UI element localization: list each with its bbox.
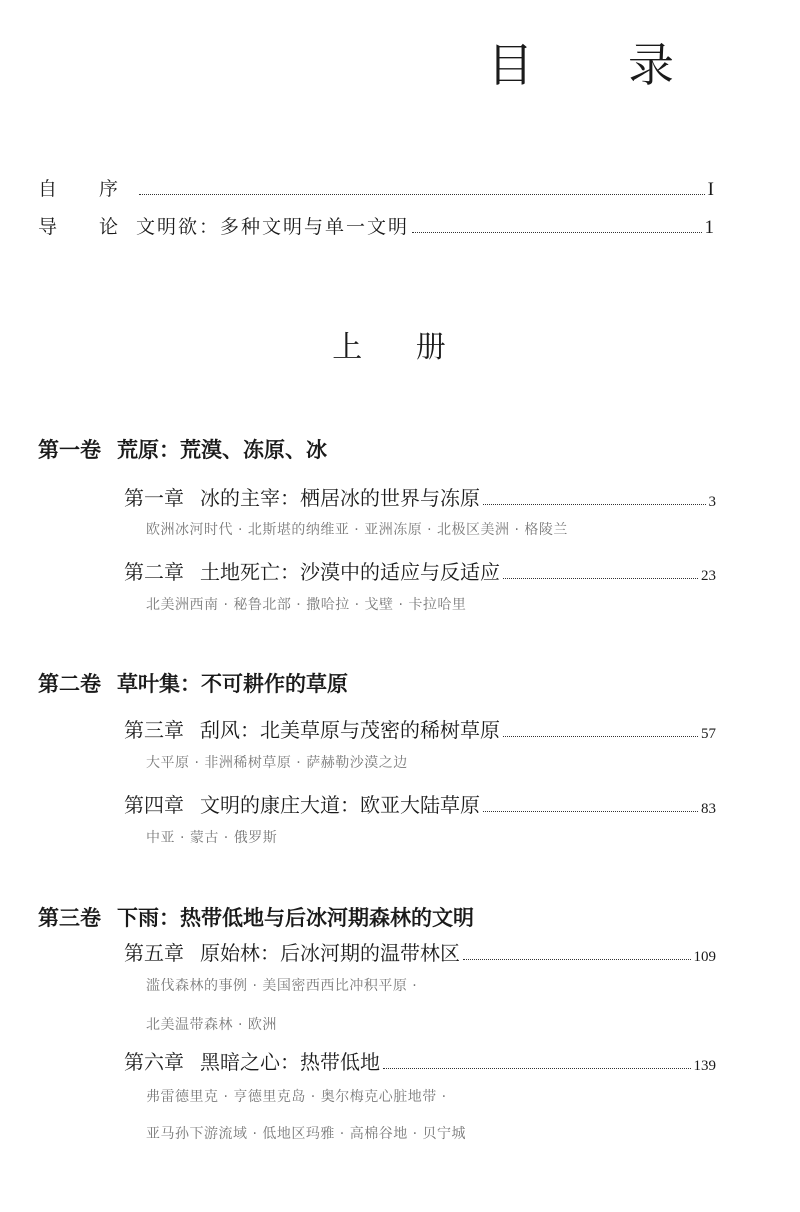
chapter-label: 第一章 <box>124 486 184 510</box>
page-number: 23 <box>701 568 716 584</box>
leader-dots <box>483 504 706 505</box>
volume-title: 荒原：荒漠、冻原、冰 <box>117 438 327 462</box>
volume-heading <box>38 668 348 698</box>
volume-label: 第一卷 <box>38 438 101 462</box>
volume-heading <box>38 902 474 932</box>
chapter-subtopics: 滥伐森林的事例 · 美国密西西比冲积平原 · <box>146 978 418 994</box>
part-title: 上 册 <box>332 330 468 365</box>
chapter-subtopics: 中亚 · 蒙古 · 俄罗斯 <box>146 830 278 846</box>
volume-label: 第二卷 <box>38 672 101 696</box>
page-number: 109 <box>693 949 716 965</box>
volume-heading <box>38 434 327 464</box>
leader-dots <box>503 736 698 737</box>
entry-title: 文明欲：多种文明与单一文明 <box>136 216 410 238</box>
volume-label: 第三卷 <box>38 906 101 930</box>
toc-entry-chapter[interactable] <box>124 482 716 511</box>
chapter-subtopics: 欧洲冰河时代 · 北斯堪的纳维亚 · 亚洲冻原 · 北极区美洲 · 格陵兰 <box>146 522 568 538</box>
leader-dots <box>463 959 691 960</box>
chapter-title: 冰的主宰：栖居冰的世界与冻原 <box>200 486 480 510</box>
chapter-label: 第六章 <box>124 1050 184 1074</box>
page-number: 57 <box>701 726 716 742</box>
chapter-subtopics: 亚马孙下游流域 · 低地区玛雅 · 高棉谷地 · 贝宁城 <box>146 1126 467 1142</box>
chapter-label: 第二章 <box>124 560 184 584</box>
page-number: 1 <box>704 217 714 238</box>
chapter-label: 第四章 <box>124 793 184 817</box>
toc-entry-chapter[interactable] <box>124 556 716 585</box>
volume-title: 下雨：热带低地与后冰河期森林的文明 <box>117 906 474 930</box>
toc-entry-chapter[interactable] <box>124 714 716 743</box>
entry-label: 自 序 <box>38 178 137 200</box>
page-title: 目 录 <box>487 38 714 92</box>
leader-dots <box>503 578 698 579</box>
toc-entry-chapter[interactable] <box>124 1046 716 1075</box>
chapter-title: 黑暗之心：热带低地 <box>200 1050 380 1074</box>
page-number: 139 <box>693 1058 716 1074</box>
toc-entry-introduction[interactable] <box>38 212 714 239</box>
page-number: 83 <box>701 801 716 817</box>
chapter-title: 土地死亡：沙漠中的适应与反适应 <box>200 560 500 584</box>
chapter-subtopics: 北美温带森林 · 欧洲 <box>146 1017 277 1033</box>
page-number: 3 <box>708 494 716 510</box>
leader-dots <box>383 1068 691 1069</box>
leader-dots <box>139 194 705 195</box>
toc-entry-chapter[interactable] <box>124 937 716 966</box>
chapter-title: 原始林：后冰河期的温带林区 <box>200 941 460 965</box>
chapter-subtopics: 大平原 · 非洲稀树草原 · 萨赫勒沙漠之边 <box>146 755 408 771</box>
chapter-title: 文明的康庄大道：欧亚大陆草原 <box>200 793 480 817</box>
chapter-label: 第五章 <box>124 941 184 965</box>
toc-entry-preface[interactable] <box>38 174 714 201</box>
entry-label: 导 论 <box>38 216 137 238</box>
page-number: I <box>707 179 714 200</box>
chapter-subtopics: 弗雷德里克 · 亨德里克岛 · 奥尔梅克心脏地带 · <box>146 1089 447 1105</box>
volume-title: 草叶集：不可耕作的草原 <box>117 672 348 696</box>
toc-entry-chapter[interactable] <box>124 789 716 818</box>
chapter-label: 第三章 <box>124 718 184 742</box>
leader-dots <box>412 232 701 233</box>
chapter-title: 刮风：北美草原与茂密的稀树草原 <box>200 718 500 742</box>
leader-dots <box>483 811 698 812</box>
chapter-subtopics: 北美洲西南 · 秘鲁北部 · 撒哈拉 · 戈壁 · 卡拉哈里 <box>146 597 467 613</box>
